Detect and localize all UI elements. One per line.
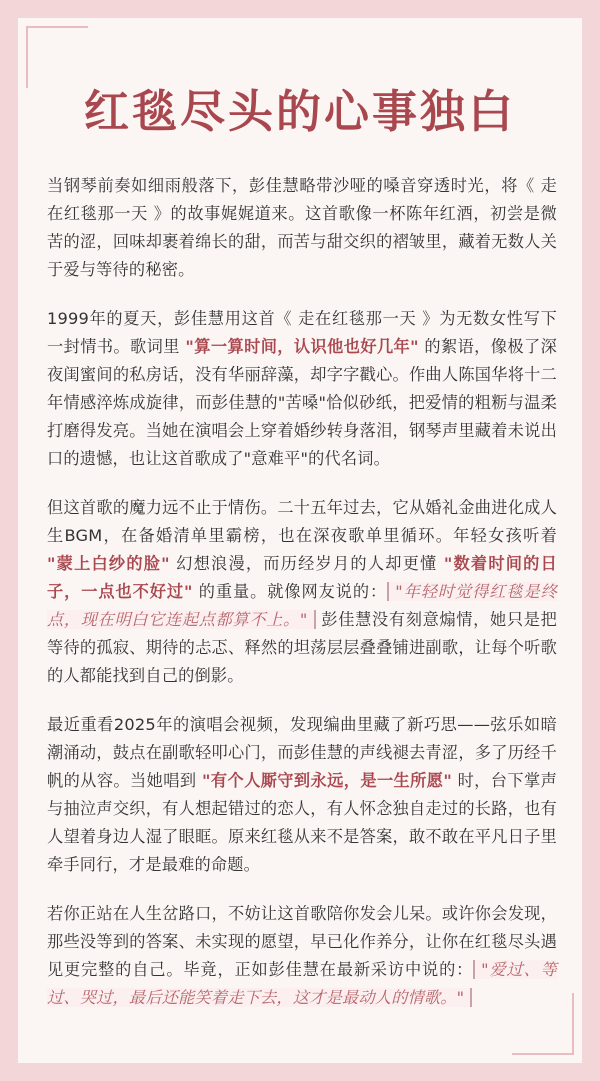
text-span: 1999年的夏天，彭佳慧用这首《 走在红毯那一天 》为无数女性写下一封情书。歌词里 [47, 309, 557, 356]
article-body [47, 172, 557, 1033]
text-span: 若你正站在人生岔路口，不妨让这首歌陪你发会儿呆。或许你会发现，那些没等到的答案、未实现的愿望，早已化作养分，让你在红毯尽头遇见更完整的自己。毕竟，正如彭佳慧在最新采访中说的： [47, 904, 557, 979]
highlight-lyric: "数着时间的日子，一点也不好过" [47, 554, 557, 601]
text-span: 彭佳慧没有刻意煽情，她只是把等待的孤寂、期待的忐忑、释然的坦荡层层叠叠铺进副歌，让每个听歌的人都能找到自己的倒影。 [47, 610, 557, 685]
netizen-quote: "年轻时觉得红毯是终点，现在明白它连起点都算不上。" [47, 582, 557, 629]
paragraph-4 [47, 711, 557, 879]
highlight-lyric: "算一算时间，认识他也好几年" [185, 337, 419, 356]
text-span: 但这首歌的魔力远不止于情伤。二十五年过去，它从婚礼金曲进化成人生BGM，在备婚清单里霸榜，也在深夜歌单里循环。年轻女孩听着 [47, 498, 557, 545]
highlight-lyric: "蒙上白纱的脸" [47, 554, 170, 573]
text-span: 时，台下掌声与抽泣声交织，有人想起错过的恋人，有人怀念独自走过的长路，也有人望着身边人湿了眼眶。原来红毯从来不是答案，敢不敢在平凡日子里牵手同行，才是最难的命题。 [47, 771, 557, 874]
text-span: 幻想浪漫，而历经岁月的人却更懂 [169, 554, 444, 573]
article-title: 红毯尽头的心事独白 [83, 85, 516, 138]
highlight-lyric: "有个人厮守到永远，是一生所愿" [202, 771, 453, 790]
interview-quote: "爱过、等过、哭过，最后还能笑着走下去，这才是最动人的情歌。" [47, 960, 558, 1007]
paragraph-1: 当钢琴前奏如细雨般落下，彭佳慧略带沙哑的嗓音穿透时光，将《 走在红毯那一天 》的故事娓娓道来。这首歌像一杯陈年红酒，初尝是微苦的涩，回味却裹着绵长的甜，而苦与甜交织的褶皱里，藏着无数人关于爱与等待的秘密。 [47, 176, 557, 279]
paragraph-3 [47, 494, 557, 690]
paragraph-5 [47, 900, 557, 1012]
paragraph-2 [47, 305, 557, 473]
text-span: 最近重看2025年的演唱会视频，发现编曲里藏了新巧思——弦乐如暗潮涌动，鼓点在副歌轻叩心门，而彭佳慧的声线褪去青涩，多了历经千帆的从容。当她唱到 [47, 715, 557, 790]
text-span: 的絮语，像极了深夜闺蜜间的私房话，没有华丽辞藻，却字字戳心。作曲人陈国华将十二年情感淬炼成旋律，而彭佳慧的"苦嗓"恰似砂纸，把爱情的粗粝与温柔打磨得发亮。当她在演唱会上穿着婚纱转身落泪，钢琴声里藏着未说出口的遗憾，也让这首歌成了"意难平"的代名词。 [47, 337, 557, 468]
text-span: 的重量。就像网友说的： [192, 582, 388, 601]
